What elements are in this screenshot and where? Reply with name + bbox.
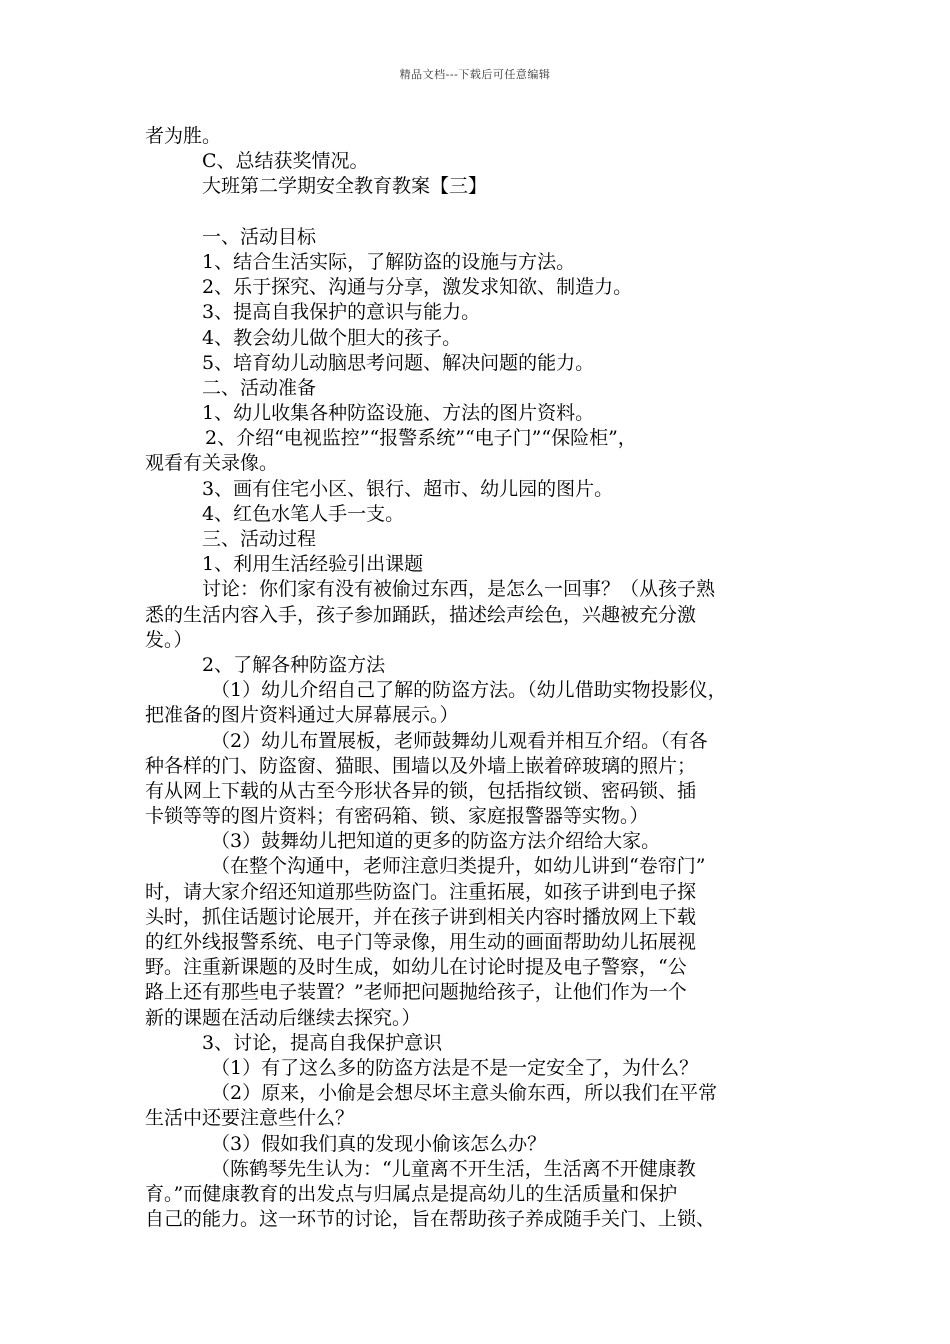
text-line: 路上还有那些电子装置？”老师把问题抛给孩子，让他们作为一个: [145, 981, 687, 1004]
text-line: 育。”而健康教育的出发点与归属点是提高幼儿的生活质量和保护: [145, 1182, 678, 1205]
text-line: 卡锁等等的图片资料；有密码箱、锁、家庭报警器等实物。）: [145, 805, 649, 828]
text-line: （3）假如我们真的发现小偷该怎么办？: [211, 1132, 547, 1155]
text-line: 发。）: [145, 628, 193, 651]
text-line: 新的课题在活动后继续去探究。）: [145, 1006, 421, 1029]
text-line: （1）幼儿介绍自己了解的防盗方法。（幼儿借助实物投影仪，: [211, 679, 727, 702]
section-title: 大班第二学期安全教育教案【三】: [202, 175, 488, 198]
heading-objectives: 一、活动目标: [202, 225, 317, 248]
text-line: 悉的生活内容入手，孩子参加踊跃，描述绘声绘色，兴趣被充分激: [145, 603, 697, 626]
text-line: 3、提高自我保护的意识与能力。: [202, 301, 481, 324]
text-line: 头时，抓住话题讨论展开，并在孩子讲到相关内容时播放网上下载: [145, 905, 697, 928]
document-body: [145, 124, 810, 1232]
text-line: 3、画有住宅小区、银行、超市、幼儿园的图片。: [202, 477, 614, 500]
text-line: 的红外线报警系统、电子门等录像，用生动的画面帮助幼儿拓展视: [145, 931, 697, 953]
text-line: 把准备的图片资料通过大屏幕展示。）: [145, 704, 459, 727]
text-line: 种各样的门、防盗窗、猫眼、围墙以及外墙上嵌着碎玻璃的照片；: [145, 754, 697, 777]
text-line: （1）有了这么多的防盗方法是不是一定安全了，为什么？: [211, 1056, 699, 1079]
text-line: 生活中还要注意些什么？: [145, 1107, 355, 1130]
text-line: （2）幼儿布置展板，老师鼓舞幼儿观看并相互介绍。（有各: [211, 729, 708, 752]
text-line: 观看有关录像。: [145, 452, 279, 475]
text-line: 讨论：你们家有没有被偷过东西，是怎么一回事？（从孩子熟: [202, 578, 716, 601]
text-line: （陈鹤琴先生认为：“儿童离不开生活，生活离不开健康教: [211, 1157, 696, 1180]
text-line: 者为胜。: [145, 125, 222, 147]
text-line: 有从网上下载的从古至今形状各异的锁，包括指纹锁、密码锁、插: [145, 779, 697, 802]
text-line: 野。注重新课题的及时生成，如幼儿在讨论时提及电子警察，“公: [145, 956, 687, 979]
heading-preparation: 二、活动准备: [202, 376, 317, 399]
page-header: 精品文档---下载后可任意编辑: [399, 68, 551, 81]
text-line: 5、培育幼儿动脑思考问题、解决问题的能力。: [202, 351, 595, 374]
text-line: （2）原来，小偷是会想尽坏主意头偷东西，所以我们在平常: [211, 1082, 718, 1105]
text-line: 2、介绍“电视监控”“报警系统”“电子门”“保险柜”，: [205, 427, 637, 450]
text-line: 1、结合生活实际，了解防盗的设施与方法。: [202, 250, 576, 273]
text-line: 4、红色水笔人手一支。: [202, 502, 405, 525]
text-line: C、总结获奖情况。: [202, 150, 369, 173]
blank-line: [145, 200, 810, 225]
text-line: 4、教会幼儿做个胆大的孩子。: [202, 326, 462, 349]
text-line: 2、乐于探究、沟通与分享，激发求知欲、制造力。: [202, 276, 633, 299]
text-line: 时，请大家介绍还知道那些防盗门。注重拓展，如孩子讲到电子探: [145, 880, 697, 903]
text-line: （在整个沟通中，老师注意归类提升，如幼儿讲到“卷帘门”: [211, 855, 706, 878]
text-line: 自己的能力。这一环节的讨论，旨在帮助孩子养成随手关门、上锁、: [145, 1208, 716, 1231]
text-line: 1、幼儿收集各种防盗设施、方法的图片资料。: [202, 402, 595, 425]
text-line: 1、利用生活经验引出课题: [202, 553, 424, 576]
text-line: 2、了解各种防盗方法: [202, 653, 386, 676]
heading-process: 三、活动过程: [202, 528, 317, 550]
text-line: 3、讨论，提高自我保护意识: [202, 1031, 443, 1054]
text-line: （3）鼓舞幼儿把知道的更多的防盗方法介绍给大家。: [211, 830, 661, 853]
